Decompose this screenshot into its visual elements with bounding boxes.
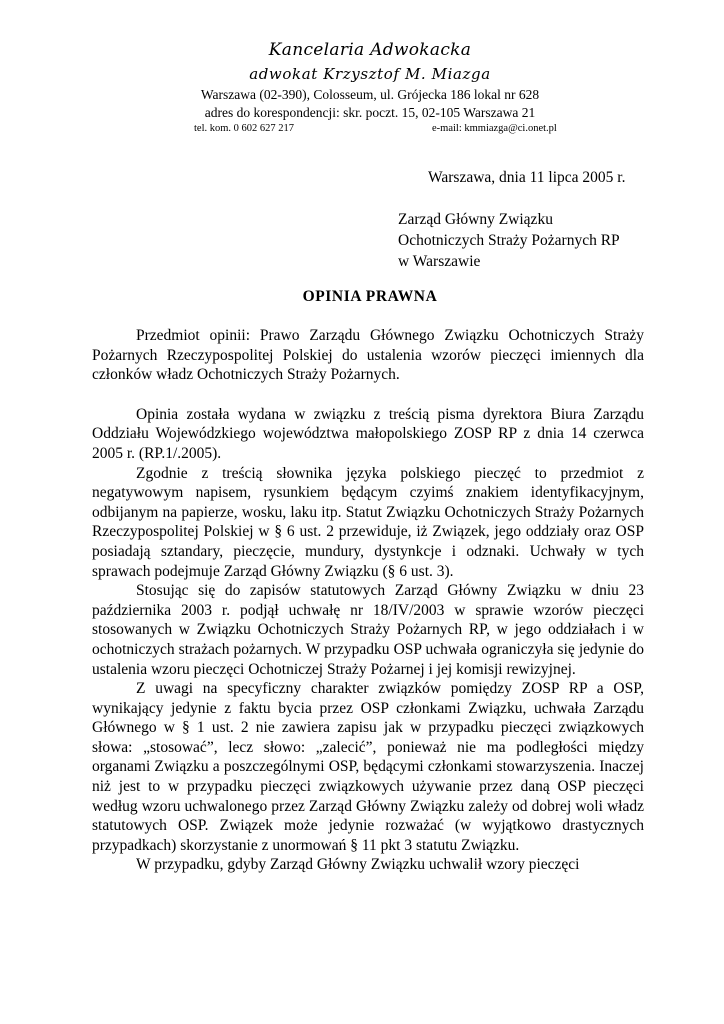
addressee-line-3: w Warszawie	[398, 253, 481, 270]
paragraph-resolution: Stosując się do zapisów statutowych Zarząd Główny Związku w dniu 23 października 2003 r. podjął uchwałę nr 18/IV/2003 w sprawie wzorów pieczęci stosowanych w Związku Ochotniczych Straży Pożarnych RP, w jego oddziałach i w ochotniczych strażach pożarnych. W przypadku OSP uchwała ograniczyła się jedynie do ustalenia wzoru pieczęci Ochotniczej Straży Pożarnej i jej komisji rewizyjnej.	[92, 582, 644, 678]
paragraph-origin: Opinia została wydana w związku z treścią pisma dyrektora Biura Zarządu Oddziału Wojewódzkiego województwa małopolskiego ZOSP RP z dnia 14 czerwca 2005 r. (RP.1/.2005).	[92, 405, 644, 462]
date-line: Warszawa, dnia 11 lipca 2005 r.	[428, 169, 626, 186]
email-address: e-mail: kmmiazga@ci.onet.pl	[432, 123, 557, 134]
addressee-line-1: Zarząd Główny Związku	[398, 211, 553, 228]
correspondence-address: adres do korespondencji: skr. poczt. 15, 02-105 Warszawa 21	[204, 105, 536, 120]
contact-line	[0, 122, 724, 138]
addressee-line-2: Ochotniczych Straży Pożarnych RP	[398, 232, 620, 249]
paragraph-relationship: Z uwagi na specyficzny charakter związków pomiędzy ZOSP RP a OSP, wynikający jedynie z faktu bycia przez OSP członkami Związku, uchwała Zarządu Głównego w § 1 ust. 2 nie zawiera zapisu jak w przypadku pieczęci związkowych słowa: „stosować”, lecz słowo: „zalecić”, ponieważ nie ma podległości między organami Związku a poszczególnymi OSP, będącymi członkami stowarzyszenia. Inaczej niż jest to w przypadku pieczęci związkowych używanie przez daną OSP pieczęci według wzoru uchwalonego przez Zarząd Główny Związku zależy od dobrej woli władz statutowych OSP. Związek może jedynie rozważać (w wyjątkowo drastycznych przypadkach) skorzystanie z unormowań § 11 pkt 3 statutu Związku.	[92, 680, 644, 854]
document-title: OPINIA PRAWNA	[302, 288, 438, 305]
firm-name: Kancelaria Adwokacka	[268, 40, 472, 60]
paragraph-spacer	[92, 385, 644, 405]
addressee-block	[398, 209, 620, 272]
lawyer-name: adwokat Krzysztof M. Miazga	[249, 65, 491, 83]
paragraph-subject: Przedmiot opinii: Prawo Zarządu Głównego Związku Ochotniczych Straży Pożarnych Rzeczypospolitej Polskiej do ustalenia wzorów pieczęci imiennych dla członków władz Ochotniczych Straży Pożarnych.	[92, 327, 644, 384]
document-body	[92, 326, 644, 875]
paragraph-definition: Zgodnie z treścią słownika języka polskiego pieczęć to przedmiot z negatywowym napisem, rysunkiem będącym czyimś znakiem identyfikacyjnym, odbijanym na papierze, wosku, laku itp. Statut Związku Ochotniczych Straży Pożarnych Rzeczypospolitej Polskiej w § 6 ust. 2 przewiduje, iż Związek, jego oddziały oraz OSP posiadają sztandary, pieczęcie, mundury, dystynkcje i odznaki. Uchwały w tych sprawach podejmuje Zarząd Główny Związku (§ 6 ust. 3).	[92, 464, 644, 580]
phone-number: tel. kom. 0 602 627 217	[194, 123, 295, 134]
letterhead	[0, 38, 724, 138]
paragraph-continuation: W przypadku, gdyby Zarząd Główny Związku uchwalił wzory pieczęci	[136, 856, 580, 874]
office-address: Warszawa (02-390), Colosseum, ul. Grójecka 186 lokal nr 628	[200, 87, 540, 102]
